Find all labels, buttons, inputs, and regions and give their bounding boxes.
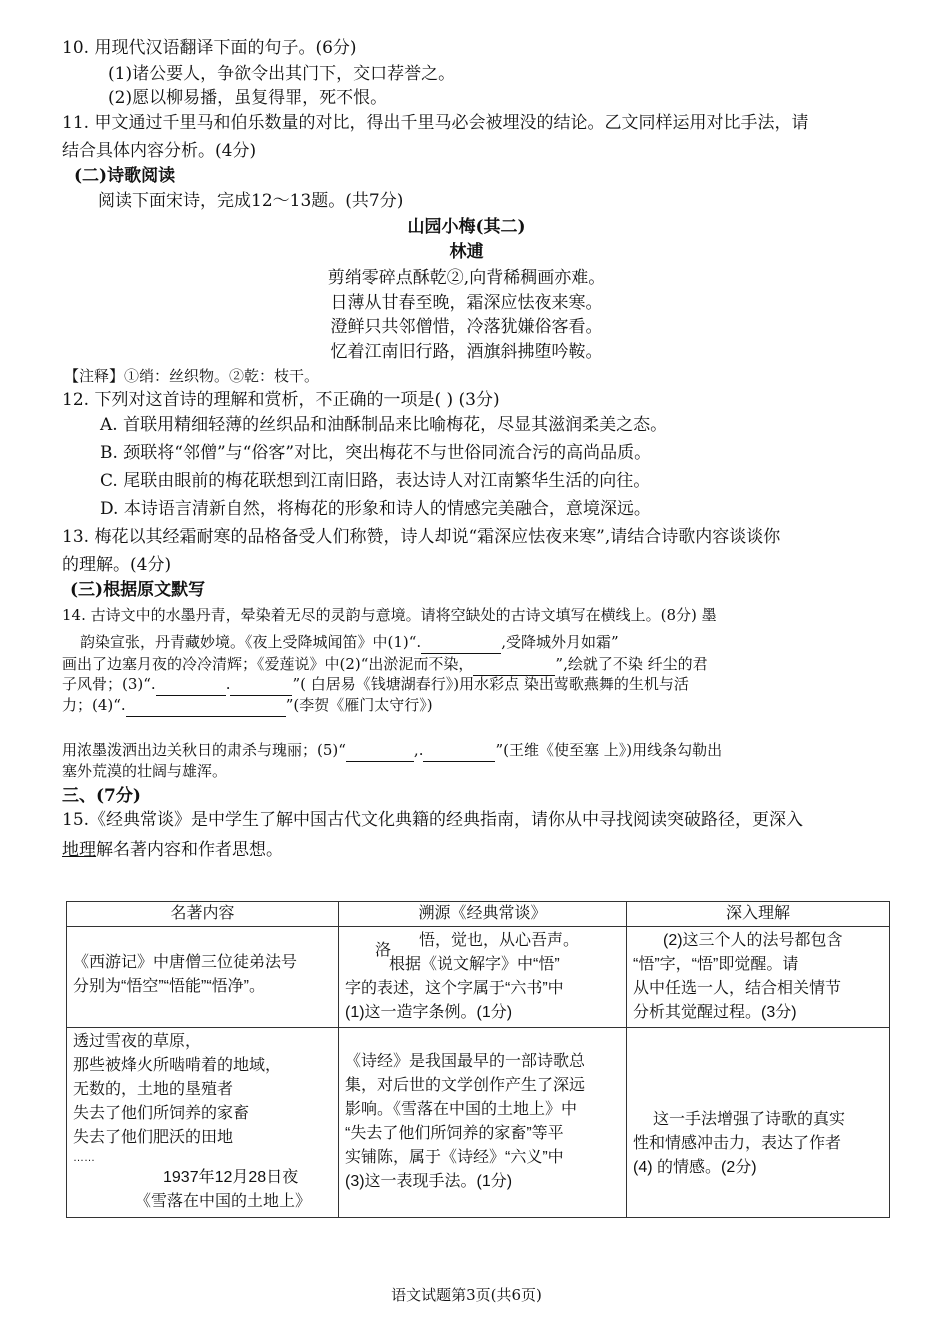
q14-line-3-a: 画出了边塞月夜的冷冷清辉；《爱莲说》中(2)“出淤泥而不染，: [62, 655, 474, 673]
cell-line: 字的表述，这个字属于“六书”中: [345, 980, 564, 997]
poem-note: 【注释】①绡：丝织物。②乾：枝干。: [64, 367, 320, 385]
cell-line: “悟”字，“悟”即觉醒。请: [633, 956, 799, 973]
q14-line-7: 塞外荒漠的壮阔与雄浑。: [62, 762, 228, 780]
cell-line: (3)这一表现手法。(1分): [345, 1173, 513, 1190]
q10-sentence-2: (2)愿以柳易播，虽复得罪，死不恨。: [108, 88, 388, 108]
q14-blank-5b[interactable]: [423, 743, 495, 762]
table-cell-r1c3: [627, 927, 890, 1028]
q10-title: 10. 用现代汉语翻译下面的句子。(6分): [62, 38, 357, 58]
q14-line-4-a: 子风骨；(3)“.: [62, 675, 156, 693]
table-header-row: [67, 902, 890, 927]
q15-underlined-word: 地理: [62, 840, 96, 860]
table-header-1: 名著内容: [67, 902, 339, 927]
q15-line-2-text: 解名著内容和作者思想。: [96, 840, 283, 860]
table-row: [67, 927, 890, 1028]
cell-line: (4) 的情感。(2分): [633, 1159, 757, 1176]
q12-option-b: B. 颈联将“邻僧”与“俗客”对比，突出梅花不与世俗同流合污的高尚品质。: [100, 443, 652, 463]
cell-line: 1937年12月28日夜: [163, 1169, 299, 1186]
q14-line-2-b: ,受降城外月如霜”: [501, 633, 619, 651]
poem-line-1: 剪绡零碎点酥乾②,向背稀稠画亦难。: [327, 268, 606, 288]
table-row: [67, 1028, 890, 1218]
q14-blank-4[interactable]: [126, 698, 286, 717]
cell-line: 分析其觉醒过程。(3分): [633, 1004, 797, 1021]
q14-line-3-b: ”,绘就了不染 纤尘的君: [555, 655, 708, 673]
q13-line-1: 13. 梅花以其经霜耐寒的品格备受人们称赞，诗人却说“霜深应怯夜来寒”,请结合诗歌内容谈谈你: [62, 527, 781, 547]
q12-option-c: C. 尾联由眼前的梅花联想到江南旧路，表达诗人对江南繁华生活的向往。: [100, 471, 651, 491]
table-cell-r2c2: [339, 1028, 627, 1218]
q14-line-2-a: 韵染宣张，丹青藏妙境。《夜上受降城闻笛》中(1)“.: [80, 633, 422, 651]
table-cell-r2c1: [67, 1028, 339, 1218]
q14-line-6-c: ”(王维《使至塞 上》)用线条勾勒出: [495, 741, 723, 759]
poem-line-3: 澄鲜只共邻僧惜，冷落犹嫌俗客看。: [330, 317, 603, 337]
section-3-heading: (三)根据原文默写: [70, 580, 206, 600]
q15-line-1: 15.《经典常谈》是中学生了解中国古代文化典籍的经典指南，请你从中寻找阅读突破路径，更深入: [62, 810, 804, 830]
q14-line-5-b: ”(李贺《雁门太守行》): [285, 696, 433, 714]
q12-option-d: D. 本诗语言清新自然，将梅花的形象和诗人的情感完美融合，意境深远。: [100, 499, 651, 519]
reading-table: [66, 901, 890, 1218]
cell-line: ……: [73, 1152, 95, 1164]
poem-line-4: 忆着江南旧行路，酒旗斜拂堕吟鞍。: [330, 342, 603, 362]
q14-line-4-c: ”( 白居易《钱塘湖春行》)用水彩点 染出莺歌燕舞的生机与活: [292, 675, 689, 693]
poem-author: 林逋: [449, 242, 484, 262]
q10-sentence-1: (1)诸公要人，争欲令出其门下，交口荐誉之。: [108, 64, 456, 84]
q11-line-1: 11. 甲文通过千里马和伯乐数量的对比，得出千里马必会被埋没的结论。乙文同样运用对比手法，请: [62, 113, 809, 133]
q14-line-1: 14. 古诗文中的水墨丹青，晕染着无尽的灵韵与意境。请将空缺处的古诗文填写在横线上。(8分) 墨: [62, 606, 717, 624]
cell-text: 悟，觉也，从心吾声。: [419, 932, 580, 949]
table-header-3: 深入理解: [627, 902, 890, 927]
q15-line-2: [62, 838, 283, 862]
cell-line: 性和情感冲击力，表达了作者: [633, 1135, 842, 1152]
q12-title: 12. 下列对这首诗的理解和赏析，不正确的一项是( ) (3分): [62, 390, 500, 410]
q14-line-6-a: 用浓墨泼洒出边关秋日的肃杀与瑰丽；(5)“: [62, 741, 346, 759]
q14-blank-5a[interactable]: [346, 743, 414, 762]
poem-title: 山园小梅(其二): [407, 217, 526, 237]
q12-option-a: A. 首联用精细轻薄的丝织品和油酥制品来比喻梅花，尽显其滋润柔美之态。: [100, 415, 668, 435]
cell-line: 实铺陈，属于《诗经》“六义”中: [345, 1149, 564, 1166]
cell-line: 失去了他们肥沃的田地: [73, 1129, 234, 1146]
q13-line-2: 的理解。(4分): [62, 555, 172, 575]
cell-line: (2)这三个人的法号都包含: [663, 932, 843, 949]
cell-line: [345, 929, 620, 959]
poem-line-2: 日薄从甘春至晚，霜深应怯夜来寒。: [330, 293, 603, 313]
q14-line-6-b: ,.: [413, 741, 424, 759]
cell-line: 失去了他们所饲养的家畜: [73, 1105, 250, 1122]
cell-line: 透过雪夜的草原，: [73, 1033, 202, 1050]
q14-line-2: [80, 630, 619, 654]
cell-line: 这一手法增强了诗歌的真实: [653, 1111, 846, 1128]
table-cell-r2c3: [627, 1028, 890, 1218]
q11-line-2: 结合具体内容分析。(4分): [62, 141, 257, 161]
table-header-2: 溯源《经典常谈》: [339, 902, 627, 927]
q14-line-5: [62, 693, 433, 717]
page-footer: 语文试题第3页(共6页): [391, 1286, 542, 1304]
table-cell-r1c1: [67, 927, 339, 1028]
cell-line: 集，对后世的文学创作产生了深远: [345, 1077, 586, 1094]
cell-lead-char: 洛: [375, 942, 392, 959]
q14-line-5-a: 力；(4)“.: [62, 696, 126, 714]
cell-line: “失去了他们所饲养的家畜”等平: [345, 1125, 564, 1142]
table-cell-r1c2: [339, 927, 627, 1028]
cell-line: 《诗经》是我国最早的一部诗歌总: [345, 1053, 586, 1070]
cell-line: 无数的，土地的垦殖者: [73, 1081, 234, 1098]
cell-line: 《雪落在中国的土地上》: [135, 1193, 312, 1210]
cell-line: 从中任选一人，结合相关情节: [633, 980, 842, 997]
cell-line: 那些被烽火所啮啃着的地域，: [73, 1057, 282, 1074]
section-2-heading: (二)诗歌阅读: [74, 166, 176, 186]
section-2-intro: 阅读下面宋诗，完成12～13题。(共7分): [98, 191, 404, 211]
cell-line: 《西游记》中唐僧三位徒弟法号: [73, 954, 298, 971]
cell-line: (1)这一造字条例。(1分): [345, 1004, 513, 1021]
cell-line: 分别为“悟空”“悟能”“悟净”。: [73, 978, 265, 995]
part-3-heading: 三、(7分): [62, 786, 141, 806]
cell-line: 根据《说文解字》中“悟”: [389, 956, 560, 973]
cell-line: 影响。《雪落在中国的土地上》中: [345, 1101, 578, 1118]
q14-line-4-b: .: [225, 675, 231, 693]
